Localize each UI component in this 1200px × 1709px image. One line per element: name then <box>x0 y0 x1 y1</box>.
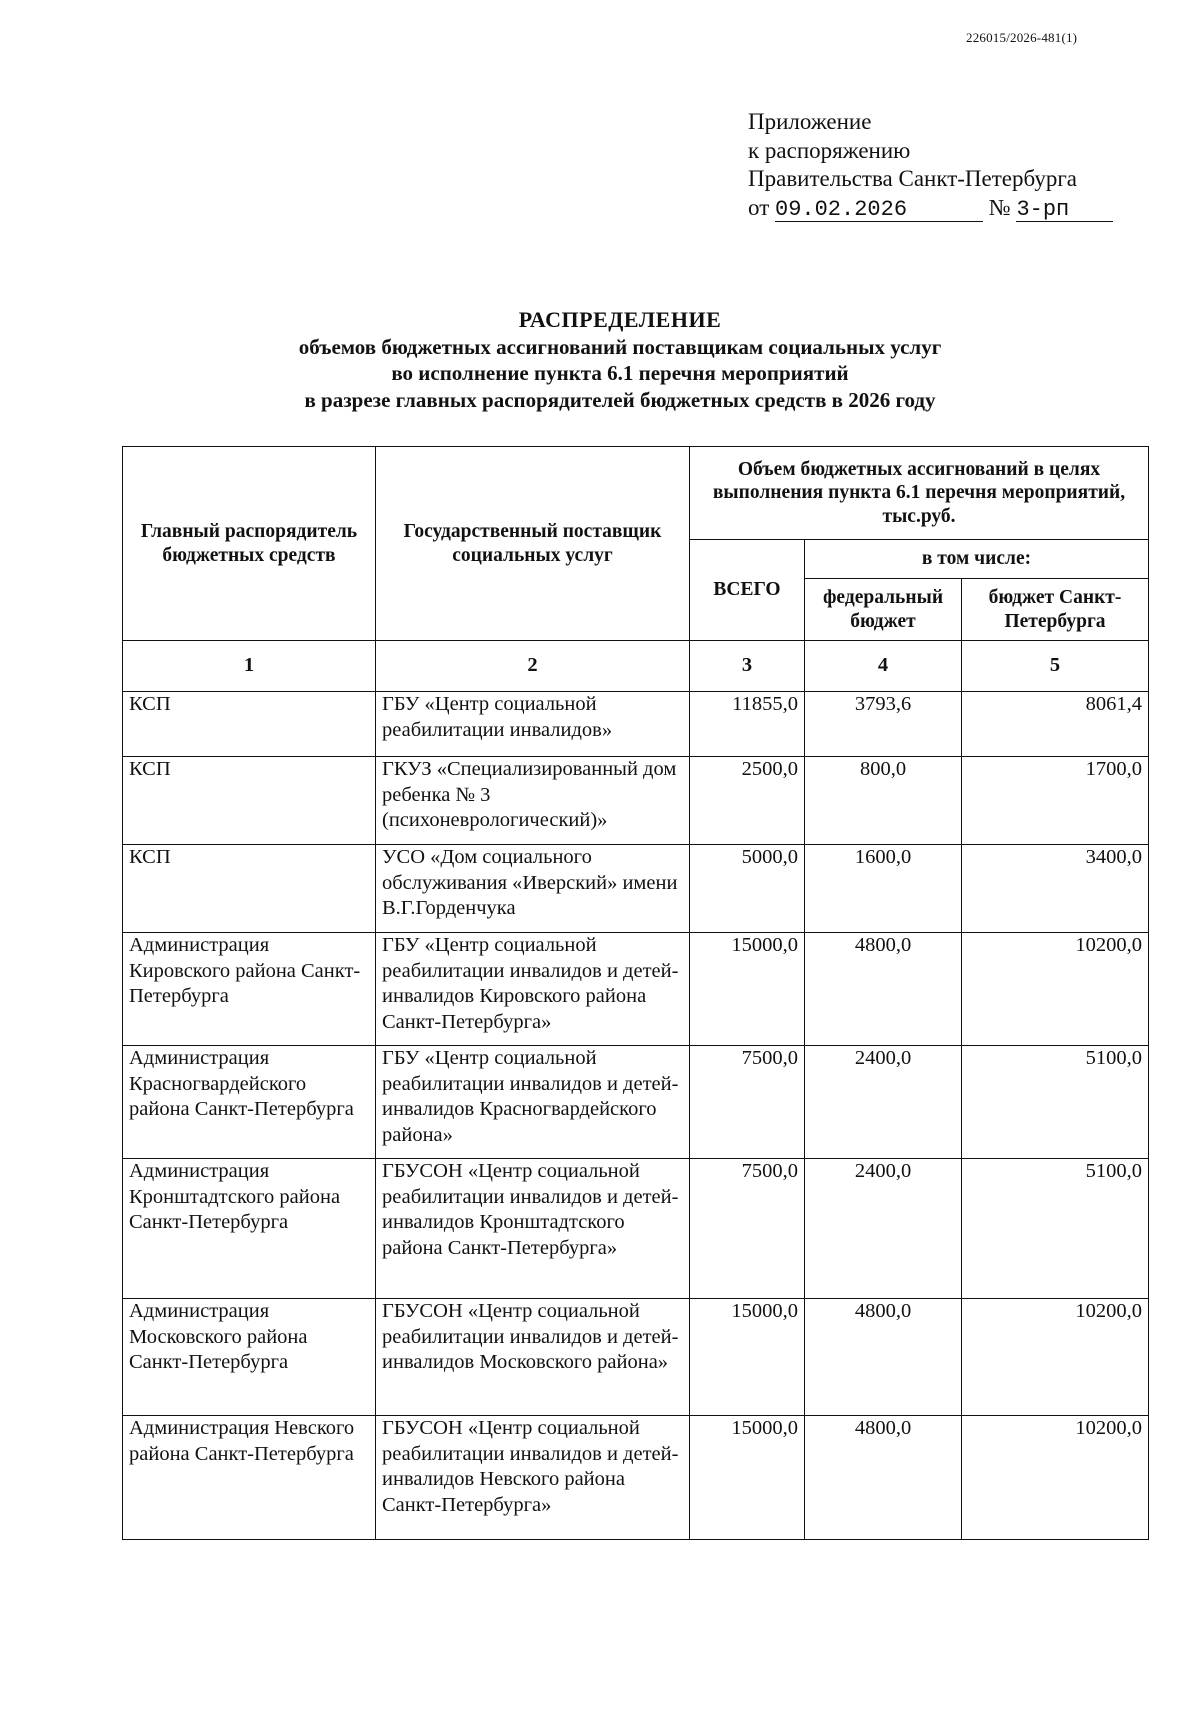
table-row <box>123 1299 1149 1416</box>
date-prefix: от <box>748 194 770 220</box>
table-row <box>123 1159 1149 1299</box>
row-spb: 10200,0 <box>962 933 1149 1046</box>
appendix-title: Приложение <box>748 109 872 134</box>
row-total: 15000,0 <box>690 1299 805 1416</box>
order-date: 09.02.2026 <box>775 197 908 222</box>
table-row <box>123 692 1149 757</box>
allocation-table <box>122 446 1149 1540</box>
header-provider: Государственный поставщик социальных услуг <box>376 447 690 641</box>
row-provider: ГБУСОН «Центр социальной реабилитации инвалидов и детей-инвалидов Кронштадтского района Санкт-Петербурга» <box>376 1159 690 1299</box>
col-number-3: 3 <box>690 641 805 692</box>
row-provider: ГБУ «Центр социальной реабилитации инвалидов и детей-инвалидов Красногвардейского района» <box>376 1046 690 1159</box>
row-manager: Администрация Невского района Санкт-Петербурга <box>123 1416 376 1540</box>
row-spb: 8061,4 <box>962 692 1149 757</box>
table-row <box>123 933 1149 1046</box>
row-provider: ГБУ «Центр социальной реабилитации инвалидов» <box>376 692 690 757</box>
col-number-5: 5 <box>962 641 1149 692</box>
row-manager: КСП <box>123 845 376 933</box>
col-number-2: 2 <box>376 641 690 692</box>
row-federal: 2400,0 <box>805 1046 962 1159</box>
document-title <box>120 307 1120 413</box>
row-manager: Администрация Кронштадтского района Санкт-Петербурга <box>123 1159 376 1299</box>
row-spb: 3400,0 <box>962 845 1149 933</box>
col-number-4: 4 <box>805 641 962 692</box>
row-manager: КСП <box>123 757 376 845</box>
number-prefix: № <box>988 194 1011 220</box>
row-federal: 1600,0 <box>805 845 962 933</box>
row-federal: 2400,0 <box>805 1159 962 1299</box>
order-number: 3-рп <box>1016 197 1070 222</box>
row-manager: Администрация Красногвардейского района Санкт-Петербурга <box>123 1046 376 1159</box>
row-federal: 800,0 <box>805 757 962 845</box>
header-volume: Объем бюджетных ассигнований в целях выполнения пункта 6.1 перечня мероприятий, тыс.руб. <box>690 447 1149 540</box>
row-provider: ГБУСОН «Центр социальной реабилитации инвалидов и детей-инвалидов Невского района Санкт-Петербурга» <box>376 1416 690 1540</box>
row-spb: 1700,0 <box>962 757 1149 845</box>
col-number-1: 1 <box>123 641 376 692</box>
title-line-4: в разрезе главных распорядителей бюджетных средств в 2026 году <box>304 387 936 412</box>
title-line-2: объемов бюджетных ассигнований поставщикам социальных услуг <box>298 334 942 359</box>
header-spb: бюджет Санкт-Петербурга <box>962 579 1149 641</box>
row-federal: 4800,0 <box>805 1416 962 1540</box>
row-provider: ГБУ «Центр социальной реабилитации инвалидов и детей-инвалидов Кировского района Санкт-Петербурга» <box>376 933 690 1046</box>
title-line-3: во исполнение пункта 6.1 перечня мероприятий <box>391 361 849 385</box>
row-federal: 3793,6 <box>805 692 962 757</box>
row-total: 2500,0 <box>690 757 805 845</box>
row-total: 11855,0 <box>690 692 805 757</box>
table-row <box>123 845 1149 933</box>
header-manager: Главный распорядитель бюджетных средств <box>123 447 376 641</box>
title-main: РАСПРЕДЕЛЕНИЕ <box>518 307 722 332</box>
row-total: 7500,0 <box>690 1159 805 1299</box>
row-total: 5000,0 <box>690 845 805 933</box>
row-spb: 10200,0 <box>962 1416 1149 1540</box>
appendix-block <box>748 108 1113 222</box>
row-provider: ГБУСОН «Центр социальной реабилитации инвалидов и детей-инвалидов Московского района» <box>376 1299 690 1416</box>
row-manager: Администрация Московского района Санкт-Петербурга <box>123 1299 376 1416</box>
row-total: 7500,0 <box>690 1046 805 1159</box>
row-spb: 5100,0 <box>962 1159 1149 1299</box>
row-provider: ГКУЗ «Специализированный дом ребенка № 3 (психоневрологический)» <box>376 757 690 845</box>
row-total: 15000,0 <box>690 933 805 1046</box>
row-manager: КСП <box>123 692 376 757</box>
appendix-order-ref: к распоряжению <box>748 137 911 163</box>
table-row <box>123 1416 1149 1540</box>
header-including: в том числе: <box>805 540 1149 579</box>
document-number: 226015/2026-481(1) <box>966 30 1078 45</box>
table-row <box>123 757 1149 845</box>
header-federal: федеральный бюджет <box>805 579 962 641</box>
row-federal: 4800,0 <box>805 933 962 1046</box>
row-spb: 10200,0 <box>962 1299 1149 1416</box>
row-manager: Администрация Кировского района Санкт-Петербурга <box>123 933 376 1046</box>
row-federal: 4800,0 <box>805 1299 962 1416</box>
row-spb: 5100,0 <box>962 1046 1149 1159</box>
appendix-government: Правительства Санкт-Петербурга <box>748 166 1077 191</box>
row-provider: УСО «Дом социального обслуживания «Иверский» имени В.Г.Горденчука <box>376 845 690 933</box>
row-total: 15000,0 <box>690 1416 805 1540</box>
appendix-date-number <box>748 194 1113 223</box>
table-row <box>123 1046 1149 1159</box>
header-total: ВСЕГО <box>690 540 805 641</box>
